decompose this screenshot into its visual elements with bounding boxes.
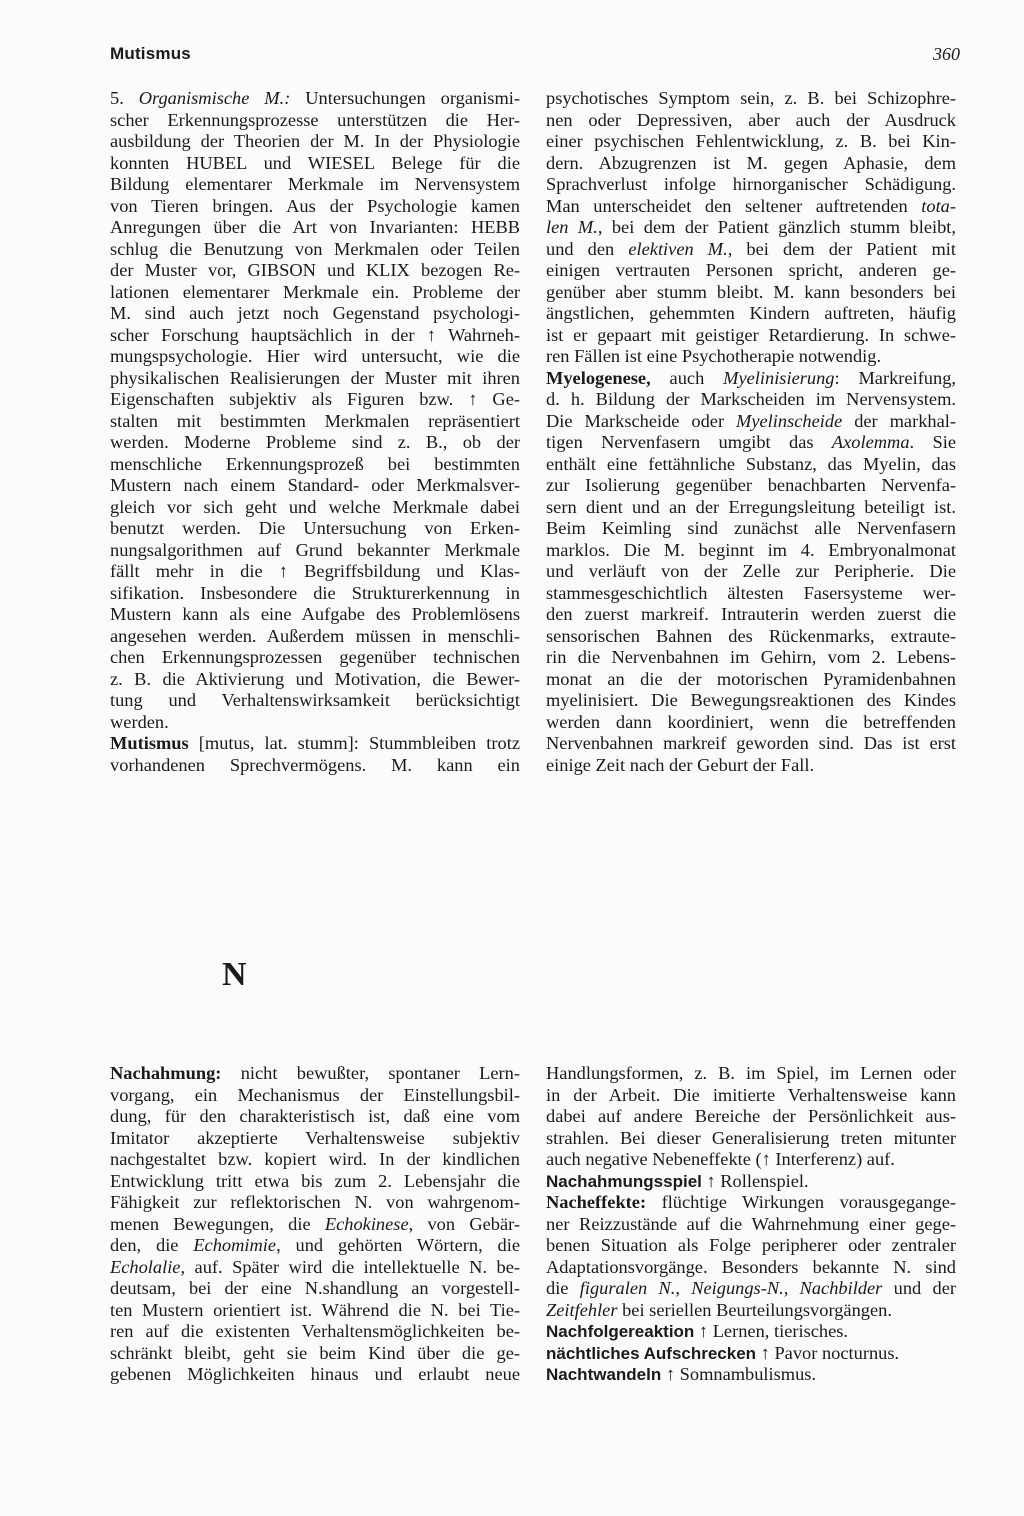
text-line: dung, für den charakteristisch ist, daß eine vom [110, 1106, 520, 1126]
text-line: Nervenbahnen markreif geworden sind. Das ist erst [546, 733, 956, 753]
text-line: einer psychischen Fehlentwicklung, z. B. bei Kin- [546, 131, 956, 151]
text-line: menen Bewegungen, die Echokinese, von Gebär- [110, 1213, 520, 1234]
text-line: vorgang, ein Mechanismus der Einstellungsbil- [110, 1084, 520, 1105]
text-line: Fähigkeit zur reflektorischen N. von wahrgenom- [110, 1192, 520, 1212]
text-line: auch negative Nebeneffekte (↑ Interferenz) auf. [546, 1149, 895, 1169]
entry-nachahmungsspiel: Nachahmungsspiel ↑ Rollenspiel. [546, 1170, 809, 1191]
text-line: Bildung elementarer Merkmale im Nervensystem [110, 174, 520, 194]
text-line: scher Erkennungsprozesse unterstützen die Her- [110, 109, 520, 130]
text-line: psychotisches Symptom sein, z. B. bei Schizophre- [546, 88, 956, 108]
text-line: Die Markscheide oder Myelinscheide der markhal- [546, 410, 956, 431]
text-line: sensorischen Bahnen des Rückenmarks, extraute- [546, 625, 956, 646]
text-line: den, die Echomimie, und gehörten Wörtern, die [110, 1235, 520, 1255]
text-line: ren auf die existenten Verhaltensmöglichkeiten be- [110, 1321, 520, 1341]
text-line: und verläuft von der Zelle zur Peripherie. Die [546, 561, 956, 581]
running-title: Mutismus [110, 44, 191, 63]
text-line: dern. Abzugrenzen ist M. gegen Aphasie, dem [546, 152, 956, 173]
text-line: Sprachverlust infolge hirnorganischer Schädigung. [546, 174, 956, 194]
text-line [110, 88, 520, 110]
text-line-content: 5. Organismische M.: Untersuchungen organismi- [110, 88, 520, 108]
text-line: einigen vertrauten Personen spricht, anderen ge- [546, 260, 956, 280]
text-line: enthält eine fettähnliche Substanz, das Myelin, das [546, 453, 956, 474]
text-line: ner Reizzustände auf die Wahrnehmung einer gege- [546, 1213, 956, 1234]
text-line: d. h. Bildung der Markscheiden im Nervensystem. [546, 389, 956, 409]
text-line: Zeitfehler bei seriellen Beurteilungsvorgängen. [546, 1299, 892, 1320]
text-line: benutzt werden. Die Untersuchung von Erken- [110, 518, 520, 538]
text-line: von Tieren bringen. Aus der Psychologie kamen [110, 195, 520, 216]
text-line: Mustern nach einem Standard- oder Merkmalsver- [110, 475, 520, 495]
column-top-right [546, 88, 956, 776]
entry-myelogenese: Myelogenese, auch Myelinisierung: Markreifung, [546, 367, 956, 388]
text-line: physikalischen Realisierungen der Muster mit ihren [110, 367, 520, 388]
text-line: Handlungsformen, z. B. im Spiel, im Lernen oder [546, 1063, 956, 1083]
text-line: der Muster vor, GIBSON und KLIX bezogen Re- [110, 260, 520, 280]
text-line: scher Forschung hauptsächlich in der ↑ Wahrneh- [110, 324, 520, 345]
text-line: dabei auf andere Bereiche der Persönlichkeit aus- [546, 1106, 956, 1126]
text-line: angesehen werden. Außerdem müssen in menschli- [110, 625, 520, 646]
text-line: konnten HUBEL und WIESEL Belege für die [110, 152, 520, 173]
text-line: und den elektiven M., bei dem der Patient mit [546, 238, 956, 259]
text-line: Man unterscheidet den seltener auftretenden tota- [546, 195, 956, 216]
text-line: ängstlichen, gehemmten Kindern auftreten, häufig [546, 303, 956, 323]
text-line: fällt mehr in die ↑ Begriffsbildung und Klas- [110, 561, 520, 581]
text-line: lationen elementarer Merkmale ein. Probleme der [110, 281, 520, 302]
text-line: tigen Nervenfasern umgibt das Axolemma. Sie [546, 432, 956, 452]
text-line: ausbildung der Theorien der M. In der Physiologie [110, 131, 520, 151]
entry-mutismus: Mutismus [mutus, lat. stumm]: Stummbleiben trotz [110, 733, 520, 753]
text-line: rin die Nervenbahnen im Gehirn, vom 2. Lebens- [546, 647, 956, 667]
text-line: deutsam, bei der eine N.shandlung an vorgestell- [110, 1278, 520, 1298]
text-line: marklos. Die M. beginnt im 4. Embryonalmonat [546, 539, 956, 560]
text-line: Echolalie, auf. Später wird die intellektuelle N. be- [110, 1256, 520, 1277]
text-line: stammesgeschichtlich ältesten Fasersysteme wer- [546, 582, 956, 603]
text-line: in der Arbeit. Die imitierte Verhaltensweise kann [546, 1084, 956, 1105]
text-line: nen oder Depressiven, aber auch der Ausdruck [546, 109, 956, 130]
text-line: z. B. die Aktivierung und Motivation, die Bewer- [110, 668, 520, 689]
text-line: werden. Moderne Probleme sind z. B., ob der [110, 432, 520, 452]
text-line: Mustern kann als eine Aufgabe des Problemlösens [110, 604, 520, 624]
entry-nachfolgereaktion: Nachfolgereaktion ↑ Lernen, tierisches. [546, 1321, 849, 1341]
text-line: benen Situation als Folge peripherer oder zentraler [546, 1235, 956, 1255]
column-bottom-left [110, 1063, 520, 1386]
entry-naechtliches-aufschrecken: nächtliches Aufschrecken ↑ Pavor nocturnus. [546, 1342, 900, 1363]
text-line: werden. [110, 711, 169, 732]
text-line: gebenen Möglichkeiten hinaus und erlaubt neue [110, 1364, 520, 1384]
text-line: sern dient und an der Erregungsleitung beteiligt ist. [546, 496, 956, 517]
entry-nacheffekte: Nacheffekte: flüchtige Wirkungen vorausgegange- [546, 1192, 956, 1212]
text-line: ist er gepaart mit geistiger Retardierung. In schwe- [546, 324, 956, 345]
text-line: die figuralen N., Neigungs-N., Nachbilder und der [546, 1278, 956, 1298]
page-number: 360 [933, 44, 960, 64]
text-line: gleich vor sich geht und welche Merkmale dabei [110, 496, 520, 517]
text-line: chen Erkennungsprozessen gegenüber technischen [110, 647, 520, 667]
text-line: werden dann koordiniert, wenn die betreffenden [546, 711, 956, 732]
text-line: Anregungen über die Art von Invarianten: HEBB [110, 217, 520, 237]
text-line: Adaptationsvorgänge. Besonders bekannte N. sind [546, 1256, 956, 1277]
text-line: nachgestaltet bzw. kopiert wird. In der kindlichen [110, 1149, 520, 1169]
text-line: Imitator akzeptierte Verhaltensweise subjektiv [110, 1127, 520, 1148]
column-bottom-right [546, 1063, 956, 1386]
entry-nachtwandeln: Nachtwandeln ↑ Somnambulismus. [546, 1364, 817, 1384]
text-line: mungspsychologie. Hier wird untersucht, wie die [110, 346, 520, 366]
text-line: ten Mustern orientiert ist. Während die N. bei Tie- [110, 1299, 520, 1320]
text-line: stalten mit bestimmten Merkmalen repräsentiert [110, 410, 520, 431]
text-line: schlug die Benutzung von Merkmalen oder Teilen [110, 238, 520, 259]
text-line: einige Zeit nach der Geburt der Fall. [546, 754, 815, 775]
text-line: sifikation. Insbesondere die Strukturerkennung in [110, 582, 520, 603]
text-line: Beim Keimling sind zunächst alle Nervenfasern [546, 518, 956, 538]
text-line: genüber aber stumm bleibt. M. kann besonders bei [546, 281, 956, 302]
text-line: Entwicklung tritt etwa bis zum 2. Lebensjahr die [110, 1170, 520, 1191]
text-line: Eigenschaften subjektiv als Figuren bzw. ↑ Ge- [110, 389, 520, 409]
text-line: vorhandenen Sprechvermögens. M. kann ein [110, 754, 520, 775]
text-line: zur Isolierung gegenüber benachbarten Nervenfa- [546, 475, 956, 495]
text-line: den zuerst markreif. Intrauterin werden zuerst die [546, 604, 956, 624]
text-line: monat an die der motorischen Pyramidenbahnen [546, 668, 956, 689]
text-line: tung und Verhaltenswirksamkeit berücksichtigt [110, 690, 520, 710]
text-line: ren Fällen ist eine Psychotherapie notwendig. [546, 346, 882, 366]
text-line: menschliche Erkennungsprozeß bei bestimmten [110, 453, 520, 474]
text-line: len M., bei dem der Patient gänzlich stumm bleibt, [546, 217, 956, 237]
entry-nachahmung: Nachahmung: nicht bewußter, spontaner Lern- [110, 1063, 520, 1083]
text-line: M. sind auch jetzt noch Gegenstand psychologi- [110, 303, 520, 323]
text-line: nungsalgorithmen auf Grund bekannter Merkmale [110, 539, 520, 560]
text-line: schränkt bleibt, geht sie beim Kind über die ge- [110, 1342, 520, 1363]
column-top-left [110, 88, 520, 776]
text-line: strahlen. Bei dieser Generalisierung treten mitunter [546, 1127, 956, 1148]
section-letter: N [222, 956, 247, 993]
text-line: myelinisiert. Die Bewegungsreaktionen des Kindes [546, 690, 956, 710]
